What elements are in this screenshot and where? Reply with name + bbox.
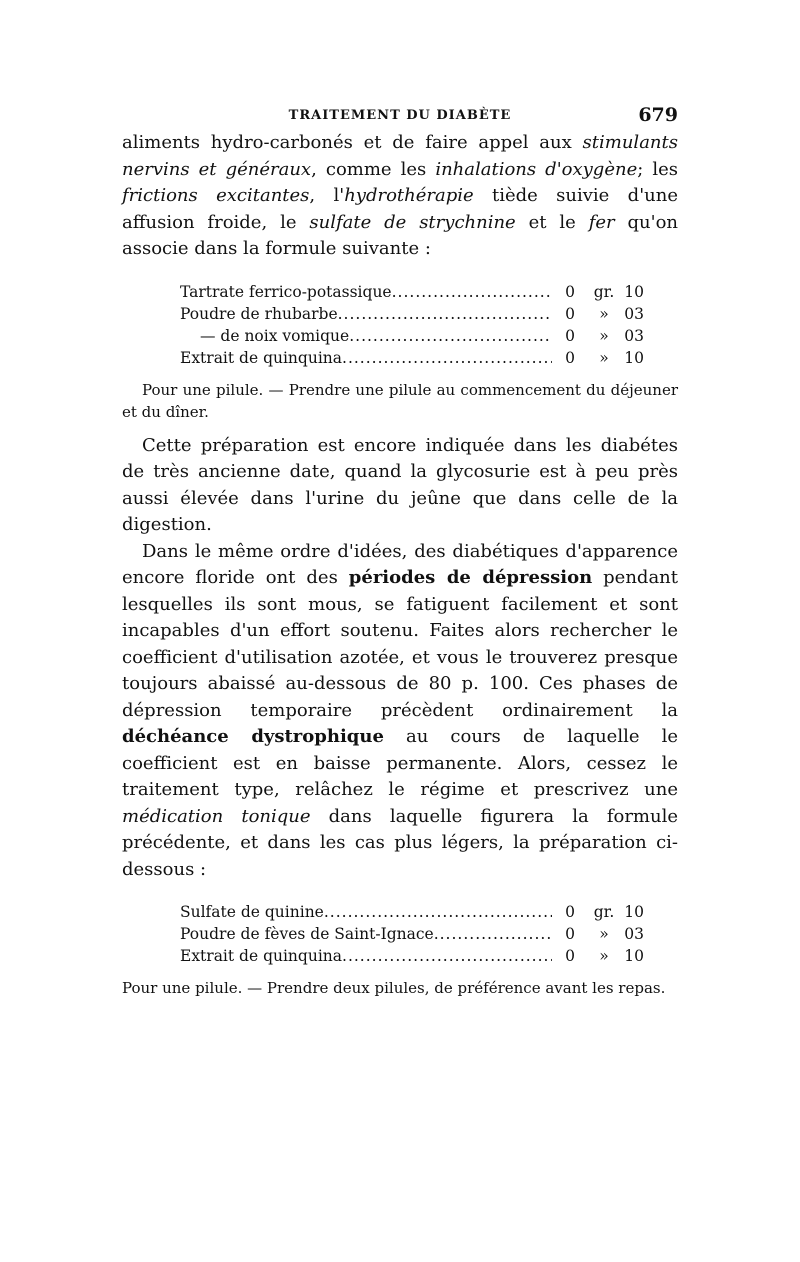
dosage-instruction-2: Pour une pilule. — Prendre deux pilules, de préférence avant les repas. [122,979,666,997]
ingredient-quantity: 0 [565,326,575,345]
ingredient-quantity: 0 [565,925,575,943]
paragraph-depression [122,539,678,884]
formula-row [180,281,644,303]
italic-term: frictions excitantes [122,185,310,206]
ingredient-name: Poudre de fèves de Saint-Ignace [180,925,434,943]
formula-row [180,923,644,945]
ingredient-name: — de noix vomique [200,326,350,345]
bold-term: déchéance dystrophique [122,726,384,747]
text-run: aliments hydro-carbonés et de faire appel aux [122,132,583,153]
ingredient-decimal: 03 [624,304,644,323]
formula-2 [180,901,644,967]
leader-dots [434,923,552,945]
ingredient-name: Sulfate de quinine [180,903,324,921]
italic-term: sulfate de strychnine [309,211,516,233]
spacer [122,423,678,433]
ingredient-unit: » [599,348,609,367]
ingredient-unit: » [599,925,609,943]
ingredient-name: Tartrate ferrico-potassique [180,282,392,301]
text-run: qu'on associe dans la formule suivante : [122,211,678,259]
bold-term: périodes de dépression [348,567,593,588]
ingredient-unit: » [599,326,609,345]
text-run: et le [515,211,589,233]
ingredient-quantity: 0 [565,348,575,367]
page-number: 679 [638,104,678,126]
running-title: TRAITEMENT DU DIABÈTE [288,108,512,123]
formula-row [180,303,644,325]
ingredient-decimal: 03 [624,326,644,345]
ingredient-name: Extrait de quinquina [180,947,343,965]
leader-dots [342,945,552,967]
text-run: au cours de laquelle le coefficient est en baisse permanente. Alors, cessez le traitement type, relâchez le régime et prescrivez une [122,726,678,800]
leader-dots [349,325,552,347]
book-page [122,100,678,999]
leader-dots [324,901,552,923]
text-run: ; les [637,158,678,180]
italic-term: médication tonique [122,805,311,827]
text-run: Dans le même ordre d'idées, des diabétiques d'apparence encore floride ont des [122,540,678,588]
paragraph-indication: Cette préparation est encore indiquée dans les diabétes de très ancienne date, quand la glycosurie est à peu près aussi élevée dans l'urine du jeûne que dans celle de la digestion. [122,434,678,535]
ingredient-quantity: 0 [565,947,575,965]
formula-row [180,325,644,347]
formula-1 [180,281,644,369]
ingredient-decimal: 10 [624,947,644,965]
formula-row [180,901,644,923]
text-run: tiède suivie d'une affusion froide, le [122,185,678,233]
text-run: , comme les [311,158,436,180]
formula-row [180,945,644,967]
leader-dots [342,347,552,369]
formula-row [180,347,644,369]
ingredient-quantity: 0 [565,282,575,301]
ingredient-decimal: 10 [624,282,644,301]
ingredient-name: Poudre de rhubarbe [180,304,338,323]
ingredient-unit: gr. [593,903,615,921]
leader-dots [392,281,552,303]
italic-term: hydrothérapie [344,185,474,206]
ingredient-quantity: 0 [565,903,575,921]
ingredient-quantity: 0 [565,304,575,323]
text-run: , l' [309,185,345,206]
italic-term: stimulants nervins et généraux [122,132,678,180]
ingredient-decimal: 10 [624,348,644,367]
leader-dots [338,303,552,325]
ingredient-name: Extrait de quinquina [180,348,343,367]
text-run: dans laquelle figurera la formule précédente, et dans les cas plus légers, la préparation ci-dessous : [122,805,678,880]
dosage-instruction-1: Pour une pilule. — Prendre une pilule au commencement du déjeuner et du dîner. [122,380,678,421]
ingredient-decimal: 10 [624,903,644,921]
paragraph-stimulants [122,130,678,263]
italic-term: inhalations d'oxygène [435,158,638,180]
text-run: pendant lesquelles ils sont mous, se fatiguent facilement et sont incapables d'un effort soutenu. Faites alors rechercher le coefficient d'utilisation azotée, et vous le trouverez presque toujours abaissé au-dessous de 80 p. 100. Ces phases de dépression temporaire précèdent ordinairement la [122,567,678,721]
ingredient-unit: » [599,304,609,323]
page-header [122,100,678,130]
ingredient-unit: gr. [593,282,615,301]
ingredient-unit: » [599,947,609,965]
ingredient-decimal: 03 [624,925,644,943]
italic-term: fer [588,211,615,233]
